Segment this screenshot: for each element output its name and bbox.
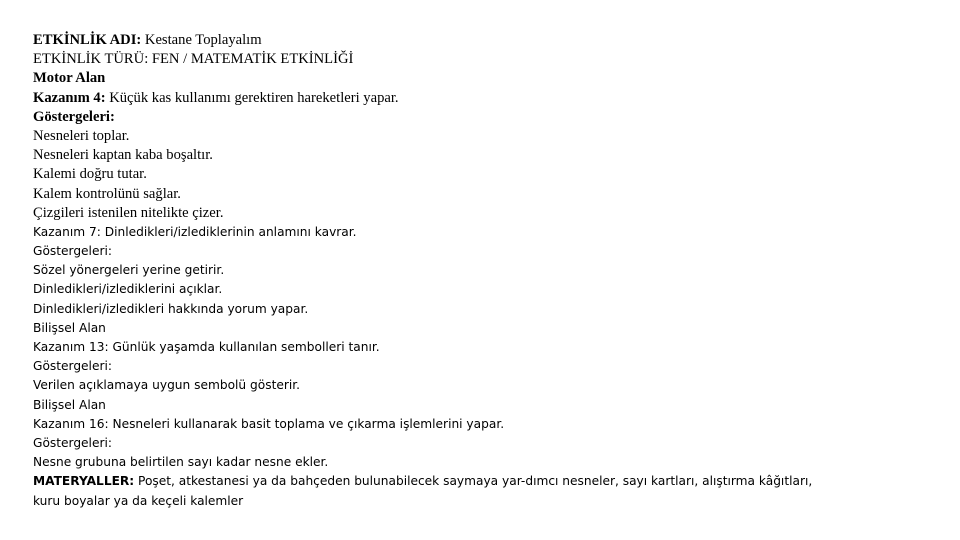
motor-indicator: Nesneleri toplar. (33, 127, 130, 144)
activity-name-line (33, 31, 933, 50)
cognitive-area-heading: Bilişsel Alan (33, 320, 106, 335)
motor-indicator: Kalem kontrolünü sağlar. (33, 185, 181, 202)
language-indicator: Sözel yönergeleri yerine getirir. (33, 263, 225, 278)
cognitive-area-heading: Bilişsel Alan (33, 397, 106, 412)
cognitive-indicator: Nesne grubuna belirtilen sayı kadar nesne ekler. (33, 455, 329, 470)
motor-outcome-text: Küçük kas kullanımı gerektiren hareketleri yapar. (105, 89, 399, 106)
motor-indicators-label: Göstergeleri: (33, 108, 115, 125)
motor-outcome-label: Kazanım 4: (33, 89, 106, 106)
cognitive-outcome-line: Kazanım 13: Günlük yaşamda kullanılan sembolleri tanır. (33, 340, 380, 354)
language-indicator: Dinledikleri/izlediklerini açıklar. (33, 282, 223, 297)
motor-outcome-line (33, 89, 933, 108)
cognitive-outcome-line: Kazanım 16: Nesneleri kullanarak basit toplama ve çıkarma işlemlerini yapar. (33, 416, 505, 431)
motor-area-heading: Motor Alan (33, 70, 106, 87)
cognitive-indicators-label: Göstergeleri: (33, 359, 112, 374)
materials-label: MATERYALLER: (33, 474, 135, 489)
activity-name-label: ETKİNLİK ADI: (33, 32, 142, 48)
activity-name-value: Kestane Toplayalım (141, 32, 262, 48)
motor-indicator: Kalemi doğru tutar. (33, 166, 147, 183)
language-outcome-line: Kazanım 7: Dinledikleri/izlediklerinin anlamını kavrar. (33, 224, 357, 239)
motor-indicator: Nesneleri kaptan kaba boşaltır. (33, 147, 213, 164)
activity-type-line: ETKİNLİK TÜRÜ: FEN / MATEMATİK ETKİNLİĞİ (33, 51, 354, 68)
cognitive-indicators-label: Göstergeleri: (33, 435, 112, 450)
language-indicators-label: Göstergeleri: (33, 244, 112, 259)
language-indicator: Dinledikleri/izledikleri hakkında yorum yapar. (33, 301, 309, 316)
document-body (33, 31, 933, 511)
materials-text: Poşet, atkestanesi ya da bahçeden bulunabilecek saymaya yar-dımcı nesneler, sayı kartları, alıştırma kâğıtları, (134, 474, 813, 489)
materials-line-continued: kuru boyalar ya da keçeli kalemler (33, 493, 244, 508)
cognitive-indicator: Verilen açıklamaya uygun sembolü gösterir. (33, 378, 301, 393)
materials-line (33, 472, 933, 491)
motor-indicator: Çizgileri istenilen nitelikte çizer. (33, 204, 224, 221)
